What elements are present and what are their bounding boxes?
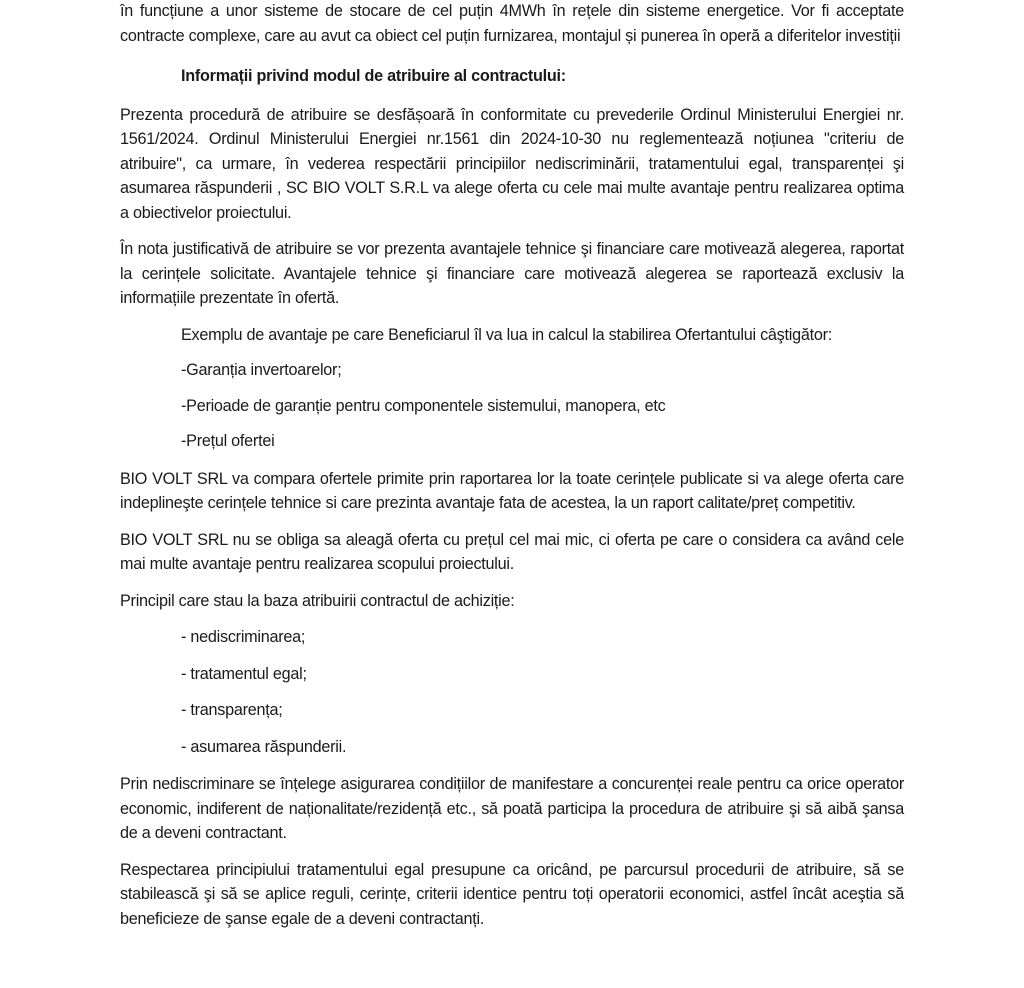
principle-item: - tratamentul egal;: [181, 664, 307, 683]
section-heading: Informații privind modul de atribuire al contractului:: [181, 67, 566, 85]
justification-paragraph: În nota justificativă de atribuire se vor prezenta avantajele tehnice şi financiare care motivează alegerea, raportat la cerințele solicitate. Avantajele tehnice şi financiare care motivează alegerea se raportează exclusiv la informațiile prezentate în ofertă.: [120, 240, 904, 307]
principles-intro: Principil care stau la baza atribuirii contractul de achiziție:: [120, 591, 515, 610]
principle-item: - asumarea răspunderii.: [181, 737, 347, 756]
advantage-item: -Prețul ofertei: [181, 432, 275, 450]
advantage-item: -Garanția invertoarelor;: [181, 361, 342, 379]
advantage-item: -Perioade de garanție pentru componentele sistemului, manopera, etc: [181, 396, 666, 415]
advantages-intro: Exemplu de avantaje pe care Beneficiarul îl va lua in calcul la stabilirea Ofertantului câştigător:: [181, 325, 832, 344]
principle-item: - transparența;: [181, 701, 283, 719]
equal-treatment-paragraph: Respectarea principiului tratamentului egal presupune ca oricând, pe parcursul procedurii de atribuire, să se stabilească şi să se aplice reguli, cerințe, criterii identice pentru toți operatorii economici, astfel încât aceştia să beneficieze de şanse egale de a deveni contractanți.: [120, 860, 904, 928]
advantages-list: [120, 358, 904, 454]
procedure-paragraph: Prezenta procedură de atribuire se desfășoară în conformitate cu prevederile Ordinul Ministerului Energiei nr. 1561/2024. Ordinul Ministerului Energiei nr.1561 din 2024-10-30 nu reglementează noțiunea "criteriu de atribuire", ca urmare, în vederea respectării principiilor nediscriminării, tratamentului egal, transparenței şi asumarea răspunderii , SC BIO VOLT S.R.L va alege oferta cu cele mai multe avantaje pentru realizarea optima a obiectivelor proiectului.: [120, 105, 904, 222]
principle-item: - nediscriminarea;: [181, 628, 306, 646]
nondiscrimination-paragraph: Prin nediscriminare se înțelege asigurarea condițiilor de manifestare a concurenței reale pentru ca orice operator economic, indiferent de naționalitate/rezidență etc., să poată participa la procedura de atribuire şi să aibă şansa de a deveni contractant.: [120, 775, 904, 842]
document-page: [120, 0, 904, 931]
principles-list: [120, 625, 904, 759]
not-lowest-price-paragraph: BIO VOLT SRL nu se obliga sa aleagă oferta cu prețul cel mai mic, ci oferta pe care o considera ca având cele mai multe avantaje pentru realizarea scopului proiectului.: [120, 530, 904, 573]
compare-paragraph: BIO VOLT SRL va compara ofertele primite prin raportarea lor la toate cerințele publicate si va alege oferta care indeplineşte cerințele tehnice si care prezinta avantaje fata de acestea, la un raport calitate/preț competitiv.: [120, 469, 904, 512]
intro-paragraph: în funcțiune a unor sisteme de stocare de cel puțin 4MWh în rețele din sisteme energetice. Vor fi acceptate contracte complexe, care au avut ca obiect cel puțin furnizarea, montajul și punerea în operă a diferitelor investiții: [120, 2, 904, 45]
